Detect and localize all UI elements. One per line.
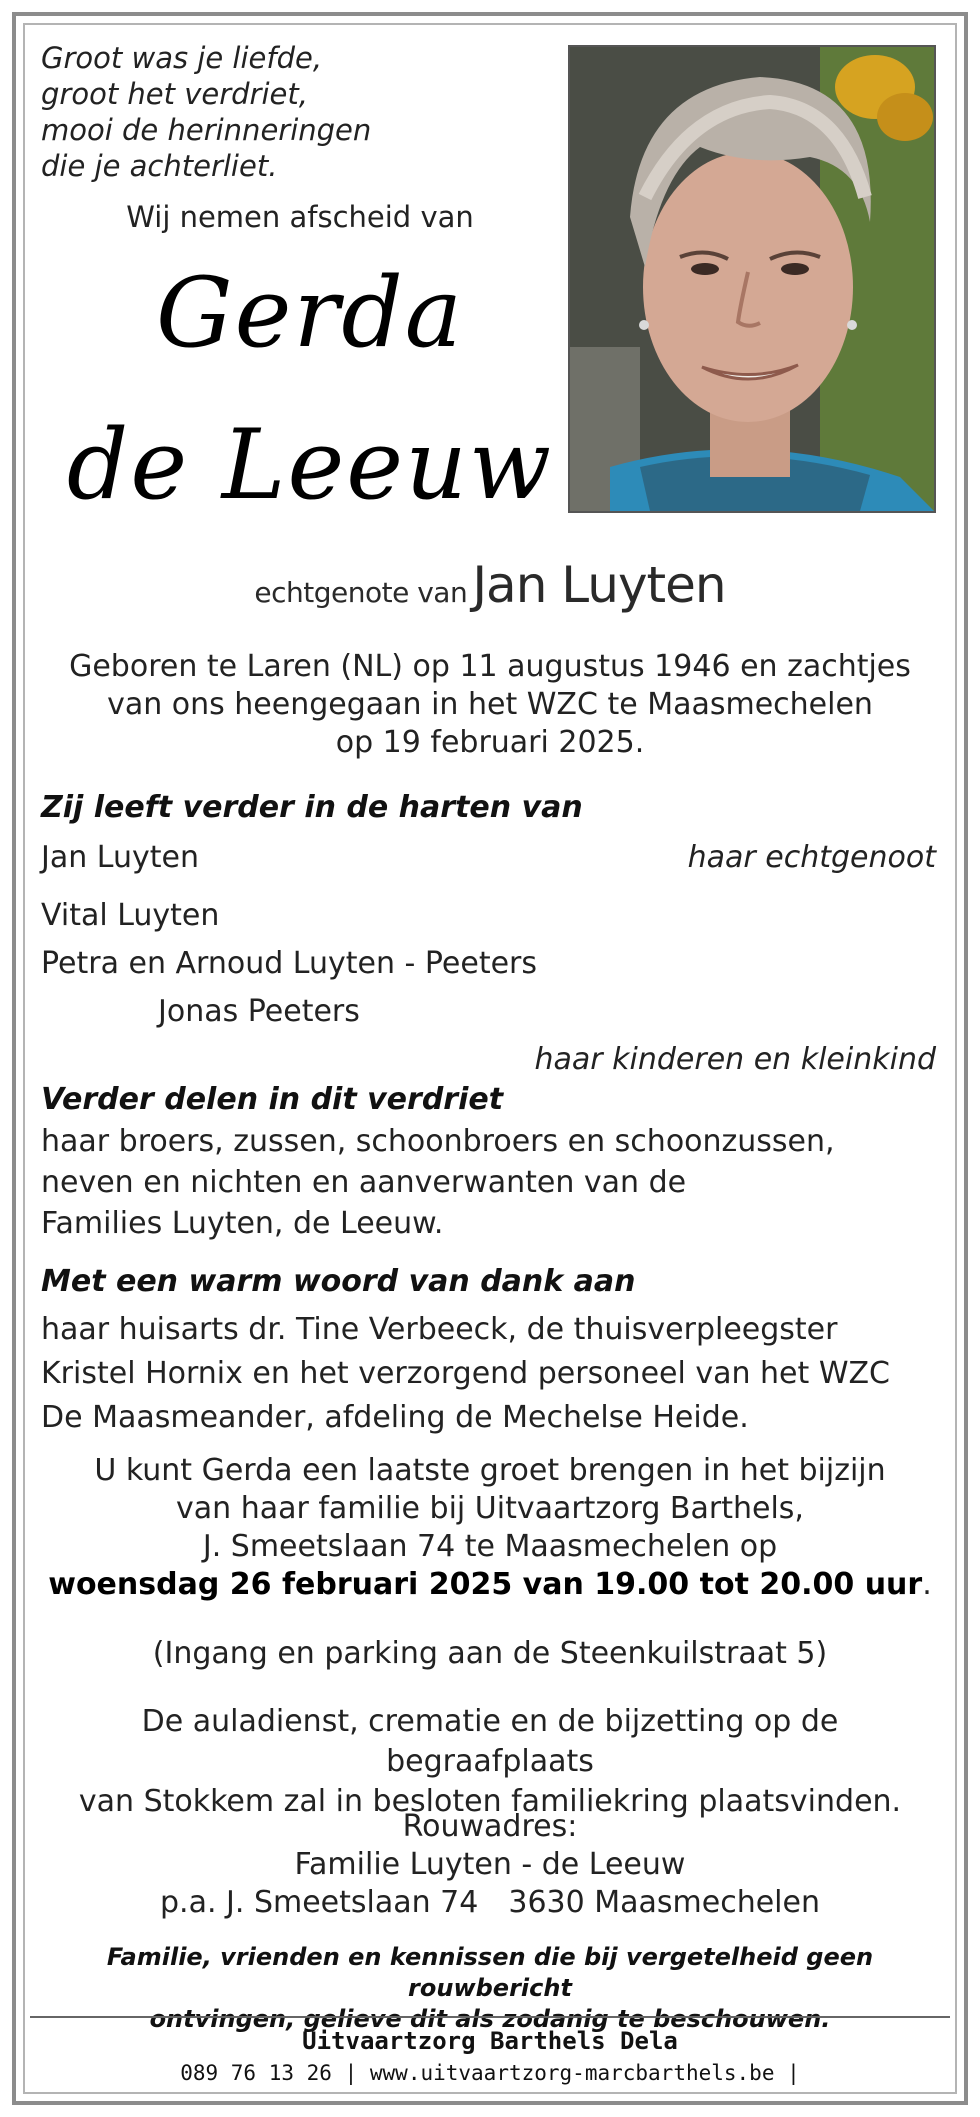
poem <box>41 40 481 184</box>
birth-death-info <box>40 648 940 762</box>
visit-period: . <box>922 1567 932 1602</box>
funeral-home-name: Uitvaartzorg Barthels Dela <box>302 2027 678 2055</box>
spouse-line <box>40 556 940 614</box>
survivor-child: Vital Luyten <box>41 898 220 933</box>
survivors-heading: Zij leeft verder in de harten van <box>41 790 583 825</box>
thanks-heading: Met een warm woord van dank aan <box>41 1264 636 1299</box>
poem-line: Groot was je liefde, <box>41 41 323 75</box>
deceased-first-name: Gerda <box>155 257 465 369</box>
separator: | <box>344 2061 358 2085</box>
thanks-line: De Maasmeander, afdeling de Mechelse Heide. <box>41 1400 749 1435</box>
service-info <box>40 1702 940 1822</box>
note-line: ontvingen, gelieve dit als zodanig te beschouwen. <box>149 2005 831 2033</box>
portrait-photo <box>568 45 936 513</box>
mourning-address <box>40 1808 940 1922</box>
birth-line: op 19 februari 2025. <box>335 725 645 760</box>
visit-line: U kunt Gerda een laatste groet brengen in het bijzijn <box>94 1453 886 1488</box>
survivor-children-role: haar kinderen en kleinkind <box>534 1042 936 1077</box>
footer-divider <box>30 2016 950 2018</box>
phone-number: 089 76 13 26 <box>180 2061 332 2085</box>
survivor-grandchild: Jonas Peeters <box>158 994 360 1029</box>
sharing-heading: Verder delen in dit verdriet <box>41 1082 504 1117</box>
sharing-line: haar broers, zussen, schoonbroers en schoonzussen, <box>41 1124 835 1159</box>
birth-line: van ons heengegaan in het WZC te Maasmechelen <box>107 687 873 722</box>
survivor-spouse-role: haar echtgenoot <box>687 840 936 875</box>
sharing-line: neven en nichten en aanverwanten van de <box>41 1165 687 1200</box>
notice-note <box>40 1942 940 2035</box>
spouse-name: Jan Luyten <box>472 556 726 614</box>
portrait-illustration <box>570 47 934 511</box>
visit-line: van haar familie bij Uitvaartzorg Barthels, <box>176 1491 804 1526</box>
visit-datetime-text: woensdag 26 februari 2025 van 19.00 tot 20.00 uur <box>48 1567 923 1602</box>
funeral-home-contact <box>40 2061 940 2085</box>
address-label: Rouwadres: <box>402 1809 578 1844</box>
poem-line: groot het verdriet, <box>41 77 308 111</box>
birth-line: Geboren te Laren (NL) op 11 augustus 1946 en zachtjes <box>69 649 911 684</box>
address-family: Familie Luyten - de Leeuw <box>294 1847 686 1882</box>
separator: | <box>787 2061 800 2085</box>
address-street: p.a. J. Smeetslaan 74 <box>160 1885 479 1920</box>
survivor-child: Petra en Arnoud Luyten - Peeters <box>41 946 537 981</box>
survivor-spouse-name: Jan Luyten <box>41 840 199 875</box>
thanks-text <box>41 1308 941 1440</box>
thanks-line: haar huisarts dr. Tine Verbeeck, de thuisverpleegster <box>41 1312 838 1347</box>
visitation-info <box>40 1452 940 1604</box>
poem-line: die je achterliet. <box>41 149 278 183</box>
deceased-last-name: de Leeuw <box>66 409 554 521</box>
website-link[interactable]: www.uitvaartzorg-marcbarthels.be <box>369 2061 775 2085</box>
spouse-prefix: echtgenote van <box>254 576 468 609</box>
thanks-line: Kristel Hornix en het verzorgend personeel van het WZC <box>41 1356 890 1391</box>
poem-line: mooi de herinneringen <box>41 113 372 147</box>
visit-datetime <box>40 1566 940 1604</box>
address-line <box>40 1884 940 1922</box>
sharing-text <box>41 1121 941 1244</box>
visit-line: J. Smeetslaan 74 te Maasmechelen op <box>202 1529 778 1564</box>
sharing-line: Families Luyten, de Leeuw. <box>41 1206 444 1241</box>
address-city: 3630 Maasmechelen <box>508 1885 820 1920</box>
service-line: van Stokkem zal in besloten familiekring plaatsvinden. <box>78 1784 902 1819</box>
note-line: Familie, vrienden en kennissen die bij vergetelheid geen rouwbericht <box>106 1943 874 2002</box>
intro-text: Wij nemen afscheid van <box>126 200 474 234</box>
service-line: De auladienst, crematie en de bijzetting op de begraafplaats <box>141 1704 839 1779</box>
parking-info: (Ingang en parking aan de Steenkuilstraat 5) <box>152 1636 828 1671</box>
